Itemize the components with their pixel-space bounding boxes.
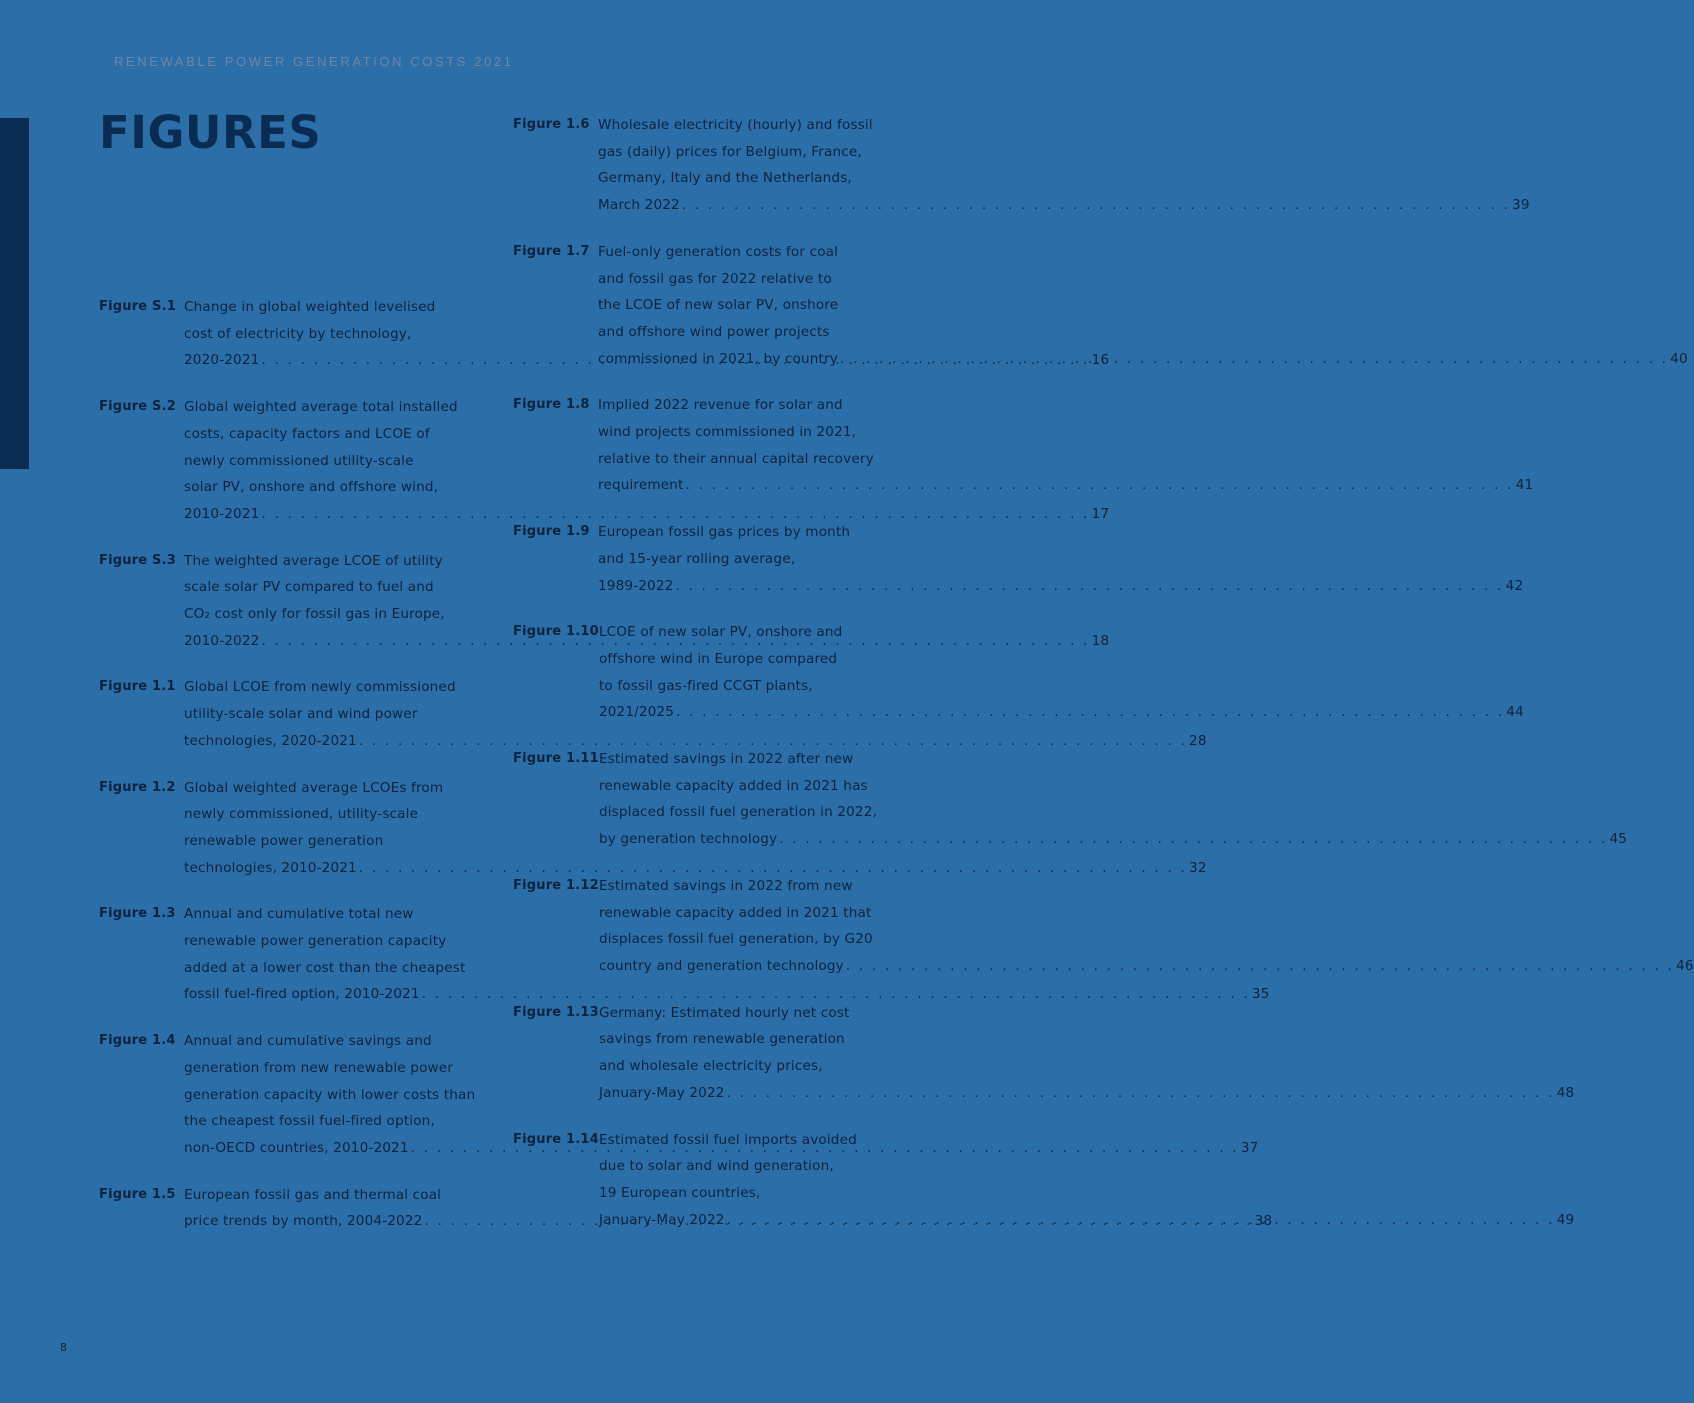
figure-label: Figure 1.3 <box>99 906 176 922</box>
figure-caption-line: Estimated savings in 2022 after new <box>598 751 854 768</box>
figure-caption-line: and wholesale electricity prices, <box>598 1058 823 1075</box>
figure-caption-line: newly commissioned utility-scale <box>184 452 414 469</box>
figure-caption-line: fossil fuel-fired option, 2010-2021 <box>184 986 420 1003</box>
figure-entry[interactable] <box>513 112 1530 219</box>
figure-caption-line: Estimated savings in 2022 from new <box>598 877 853 894</box>
figure-label: Figure 1.11 <box>513 751 599 767</box>
figure-caption-last-line <box>599 1080 1574 1107</box>
figure-caption-line: Germany, Italy and the Netherlands, <box>598 170 852 187</box>
figure-caption-line: technologies, 2010-2021 <box>184 859 357 876</box>
figure-caption-line: the LCOE of new solar PV, onshore <box>598 297 839 314</box>
figure-label: Figure 1.9 <box>513 524 590 540</box>
figure-caption <box>598 519 1523 599</box>
figure-caption <box>599 1127 1574 1234</box>
figure-page-number[interactable]: 16 <box>1091 352 1110 369</box>
figure-caption <box>599 873 1694 980</box>
figure-caption-line: March 2022 <box>598 197 680 214</box>
figure-label: Figure 1.1 <box>99 679 176 695</box>
figure-caption-line: by generation technology <box>598 831 778 848</box>
figure-caption-line: costs, capacity factors and LCOE of <box>184 425 430 442</box>
figure-caption-line: Implied 2022 revenue for solar and <box>598 397 843 414</box>
figure-caption-line: LCOE of new solar PV, onshore and <box>598 624 843 641</box>
figure-caption-line: renewable power generation <box>184 832 384 849</box>
figure-label: Figure 1.2 <box>99 779 176 795</box>
figure-page-number[interactable]: 45 <box>1609 831 1628 848</box>
figure-page-number[interactable]: 42 <box>1505 577 1524 594</box>
figure-caption-line: generation from new renewable power <box>184 1059 454 1076</box>
figure-caption-line: 1989-2022 <box>598 577 674 594</box>
figure-caption-line: due to solar and wind generation, <box>598 1158 834 1175</box>
figure-caption-line: Global weighted average total installed <box>184 399 458 416</box>
figure-caption <box>598 112 1530 219</box>
figure-caption-last-line <box>598 573 1523 600</box>
figure-entry[interactable] <box>513 519 1524 599</box>
figure-page-number[interactable]: 18 <box>1091 632 1110 649</box>
dot-leader <box>682 192 1510 219</box>
figure-caption-line: January-May 2022 <box>598 1211 725 1228</box>
figure-caption <box>598 239 1688 373</box>
figure-caption-line: relative to their annual capital recovery <box>598 450 874 467</box>
page-number: 8 <box>60 1341 67 1354</box>
figure-caption-last-line <box>598 346 1688 373</box>
figure-caption-line: requirement <box>598 477 684 494</box>
figure-page-number[interactable]: 41 <box>1515 477 1534 494</box>
figure-caption-last-line <box>599 953 1694 980</box>
figure-page-number[interactable]: 39 <box>1512 197 1530 214</box>
dot-leader <box>686 472 1514 499</box>
figure-caption-line: generation capacity with lower costs than <box>184 1086 476 1103</box>
dot-leader <box>846 953 1674 980</box>
figure-entry[interactable] <box>513 873 1694 980</box>
figure-caption-line: The weighted average LCOE of utility <box>184 552 443 569</box>
figure-caption-line: price trends by month, 2004-2022 <box>184 1213 423 1230</box>
figure-page-number[interactable]: 40 <box>1670 350 1688 367</box>
figure-caption-line: scale solar PV compared to fuel and <box>184 579 434 596</box>
dot-leader <box>675 573 1503 600</box>
figure-caption-line: Fuel-only generation costs for coal <box>598 243 839 260</box>
figure-caption <box>599 746 1627 853</box>
figure-caption-line: Change in global weighted levelised <box>184 299 436 315</box>
figure-caption-line: displaces fossil fuel generation, by G20 <box>598 931 873 948</box>
figure-caption-line: CO₂ cost only for fossil gas in Europe, <box>184 606 445 623</box>
figure-label: Figure 1.6 <box>513 117 590 132</box>
figure-caption-line: cost of electricity by technology, <box>184 325 412 342</box>
figure-caption-line: Wholesale electricity (hourly) and fossil <box>598 117 873 133</box>
dot-leader <box>840 346 1668 373</box>
figure-caption-line: Germany: Estimated hourly net cost <box>598 1004 850 1021</box>
figure-label: Figure 1.5 <box>99 1186 176 1202</box>
figure-page-number[interactable]: 38 <box>1254 1213 1273 1230</box>
figure-caption-line: and offshore wind power projects <box>598 323 830 340</box>
dot-leader <box>727 1207 1555 1234</box>
figure-caption-line: Global weighted average LCOEs from <box>184 779 444 796</box>
figure-caption-line: displaced fossil fuel generation in 2022, <box>598 804 877 821</box>
figure-page-number[interactable]: 28 <box>1189 732 1207 749</box>
figure-label: Figure S.2 <box>99 399 176 415</box>
figure-page-number[interactable]: 49 <box>1556 1211 1575 1228</box>
figure-caption-line: offshore wind in Europe compared <box>598 650 838 667</box>
figure-caption-line: European fossil gas prices by month <box>598 524 851 541</box>
page-title: FIGURES <box>99 106 322 159</box>
figure-caption-line: renewable capacity added in 2021 has <box>598 777 868 794</box>
figure-caption-line: renewable capacity added in 2021 that <box>598 904 872 921</box>
figure-page-number[interactable]: 17 <box>1091 505 1110 522</box>
figure-caption-line: Annual and cumulative total new <box>184 906 414 923</box>
figure-caption-line: Global LCOE from newly commissioned <box>184 679 456 696</box>
figure-label: Figure 1.12 <box>513 877 599 893</box>
figure-caption-line: Estimated fossil fuel imports avoided <box>598 1131 857 1148</box>
figure-caption-line: newly commissioned, utility-scale <box>184 806 419 823</box>
running-header: RENEWABLE POWER GENERATION COSTS 2021 <box>114 54 514 69</box>
figure-page-number[interactable]: 37 <box>1240 1139 1259 1156</box>
figure-page-number[interactable]: 46 <box>1676 957 1694 974</box>
dot-leader <box>727 1080 1555 1107</box>
figure-caption-line: savings from renewable generation <box>598 1031 845 1048</box>
figure-caption-line: 2010-2021 <box>184 505 260 522</box>
figure-caption-last-line <box>599 826 1627 853</box>
side-accent-bar <box>0 118 29 469</box>
figure-caption-line: technologies, 2020-2021 <box>184 732 357 749</box>
figure-caption-line: wind projects commissioned in 2021, <box>598 424 857 441</box>
figure-caption-line: to fossil gas-fired CCGT plants, <box>598 677 813 694</box>
figure-caption-line: commissioned in 2021, by country <box>598 350 838 367</box>
figure-label: Figure 1.7 <box>513 243 590 259</box>
figure-label: Figure 1.4 <box>99 1033 176 1049</box>
dot-leader <box>779 826 1607 853</box>
figure-label: Figure S.3 <box>99 552 176 568</box>
figure-label: Figure 1.10 <box>513 624 599 640</box>
figure-label: Figure 1.13 <box>513 1004 599 1020</box>
figure-caption-line: solar PV, onshore and offshore wind, <box>184 479 439 496</box>
figure-caption <box>599 1000 1574 1107</box>
figure-label: Figure 1.14 <box>513 1131 599 1147</box>
figure-caption-line: 2021/2025 <box>598 704 675 721</box>
figure-caption-line: country and generation technology <box>598 957 844 974</box>
figure-caption <box>599 619 1524 726</box>
figure-entry[interactable] <box>513 392 1534 499</box>
figure-caption-last-line <box>598 192 1530 219</box>
figure-caption-line: the cheapest fossil fuel-fired option, <box>184 1113 435 1130</box>
figure-caption-last-line <box>599 699 1524 726</box>
figure-entry[interactable] <box>513 1000 1575 1107</box>
figure-page-number[interactable]: 35 <box>1251 986 1270 1003</box>
figure-caption-line: 19 European countries, <box>598 1184 761 1201</box>
figure-caption-line: gas (daily) prices for Belgium, France, <box>598 143 862 160</box>
figure-caption-line: non-OECD countries, 2010-2021 <box>184 1139 409 1156</box>
figure-page-number[interactable]: 44 <box>1506 704 1524 721</box>
figure-caption-line: January-May 2022 <box>598 1084 725 1101</box>
figure-caption <box>598 392 1533 499</box>
figure-page-number[interactable]: 48 <box>1556 1084 1575 1101</box>
figure-label: Figure S.1 <box>99 299 176 314</box>
figure-caption-line: renewable power generation capacity <box>184 933 447 950</box>
figure-caption-line: and fossil gas for 2022 relative to <box>598 270 832 287</box>
figure-caption-line: and 15-year rolling average, <box>598 550 796 567</box>
figure-caption-line: 2010-2022 <box>184 632 260 649</box>
figure-caption-line: added at a lower cost than the cheapest <box>184 959 466 976</box>
figure-caption-line: Annual and cumulative savings and <box>184 1033 432 1050</box>
dot-leader <box>676 699 1504 726</box>
figure-caption-line: European fossil gas and thermal coal <box>184 1186 442 1203</box>
figure-page-number[interactable]: 32 <box>1189 859 1207 876</box>
figure-label: Figure 1.8 <box>513 397 590 413</box>
figure-entry[interactable] <box>513 746 1628 853</box>
figure-caption-last-line <box>599 1207 1574 1234</box>
figure-caption-last-line <box>598 472 1533 499</box>
figure-caption-line: 2020-2021 <box>184 352 260 369</box>
figure-caption-line: utility-scale solar and wind power <box>184 706 418 723</box>
